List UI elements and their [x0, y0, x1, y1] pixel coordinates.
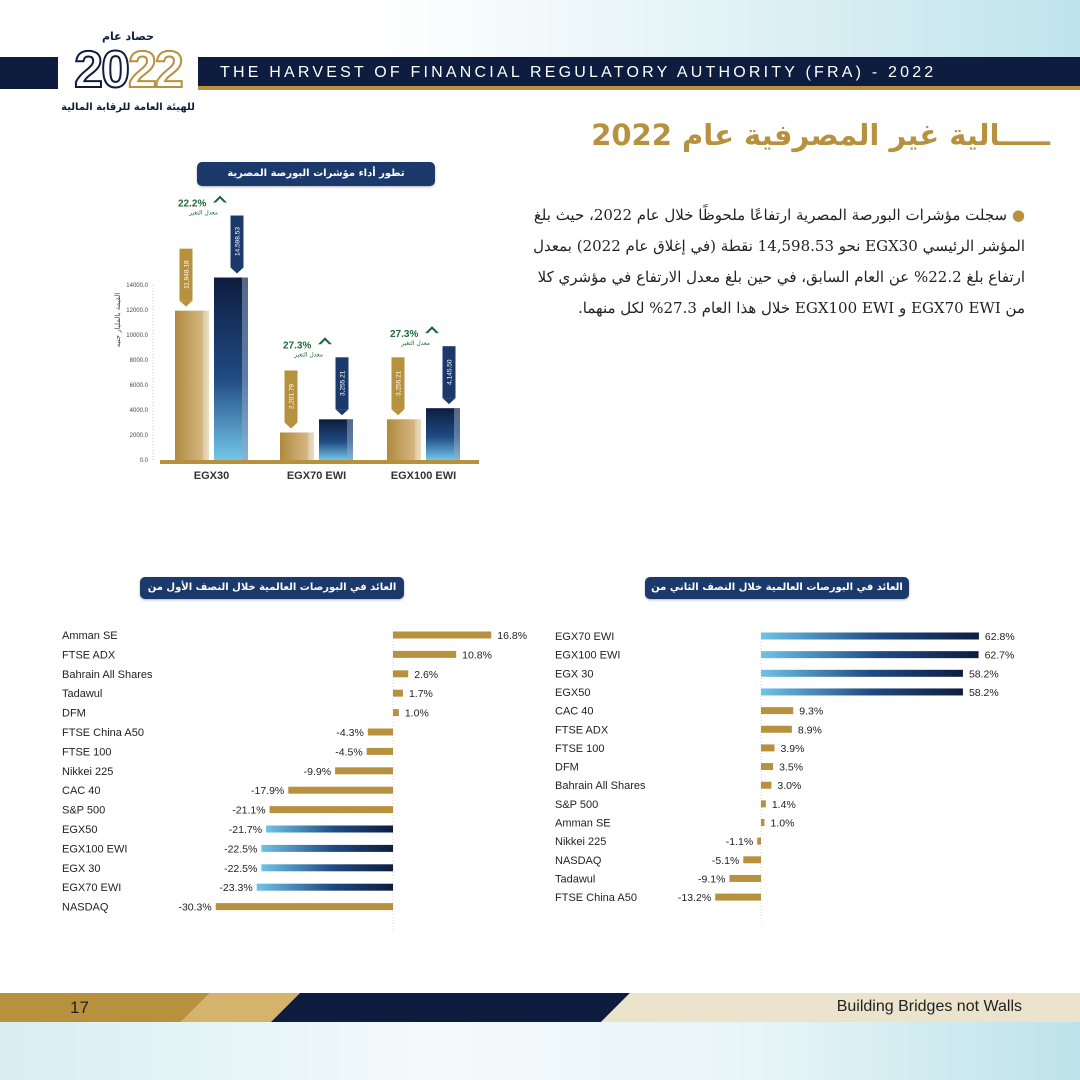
value-label: -5.1% [711, 854, 740, 867]
bottom-decoration [0, 1022, 1080, 1080]
bar-value-label: 3,255.21 [395, 370, 403, 396]
value-label: 2.6% [414, 668, 439, 681]
row-label: EGX100 EWI [62, 843, 128, 856]
value-tag-pointer [180, 301, 193, 307]
bar [761, 819, 764, 826]
value-label: 62.7% [984, 649, 1015, 662]
row-label: DFM [555, 761, 579, 774]
row-label: Tadawul [62, 688, 103, 701]
page-number: 17 [70, 998, 89, 1017]
bar-highlight [454, 408, 460, 460]
y-tick-label: 0.0 [139, 458, 148, 464]
value-label: -4.5% [335, 746, 363, 759]
row-label: CAC 40 [62, 785, 101, 798]
value-label: 3.5% [779, 761, 804, 774]
value-label: -9.1% [697, 873, 726, 886]
category-baseline [372, 460, 479, 464]
value-label: -21.7% [228, 824, 263, 836]
value-label: 3.0% [777, 780, 802, 793]
row-label: EGX 30 [62, 862, 101, 875]
bar-highlight [242, 278, 248, 460]
bar-value-label: 4,145.50 [446, 359, 454, 385]
bar [761, 633, 979, 640]
row-label: S&P 500 [62, 804, 106, 817]
up-arrow-icon [425, 326, 439, 333]
value-label: -30.3% [178, 901, 212, 914]
category-label: EGX30 [193, 470, 230, 482]
value-label: 1.7% [408, 688, 433, 701]
up-arrow-icon [318, 337, 332, 344]
category-baseline [265, 460, 372, 464]
change-percent: 27.3% [390, 329, 419, 341]
section-title: ـــــالية غير المصرفية عام 2022 [591, 118, 1050, 152]
value-tag-pointer [285, 422, 298, 428]
bar-highlight [415, 419, 421, 460]
row-label: S&P 500 [555, 798, 599, 811]
logo-top-text: حصاد عام [101, 30, 155, 43]
change-label: معدل التغير [401, 340, 430, 348]
row-label: FTSE ADX [62, 649, 116, 662]
chart3-title-pill: العائد في البورصات العالمية خلال النصف الثاني من عام 2022 [645, 577, 909, 599]
bar [761, 670, 963, 677]
row-label: FTSE China A50 [62, 727, 144, 739]
change-label: معدل التغير [294, 351, 323, 359]
value-label: -22.5% [224, 862, 258, 875]
value-label: -22.5% [224, 843, 258, 856]
row-label: Nikkei 225 [62, 765, 114, 778]
value-label: 1.0% [770, 817, 795, 830]
change-percent: 22.2% [178, 198, 207, 210]
row-label: EGX 30 [555, 668, 594, 681]
value-label: 62.8% [984, 631, 1015, 643]
chart1-title-pill: تطور أداء مؤشرات البورصة المصرية [197, 162, 435, 186]
logo-year-b: 22 [128, 41, 182, 99]
value-tag-pointer [336, 409, 349, 415]
value-label: -4.3% [336, 727, 364, 739]
bar [729, 875, 761, 882]
value-label: -23.3% [219, 882, 253, 895]
value-label: -1.1% [725, 836, 754, 849]
row-label: EGX100 EWI [555, 649, 621, 662]
bar-value-label: 11,948.18 [183, 260, 191, 289]
value-label: -21.1% [232, 804, 266, 817]
value-label: 58.2% [968, 668, 999, 681]
y-axis-label: القيمة بالمليار جنيه [114, 292, 122, 348]
row-label: Tadawul [555, 873, 596, 886]
y-tick-label: 10000.0 [126, 333, 148, 339]
bar [761, 782, 771, 789]
up-arrow-icon [213, 196, 227, 203]
row-label: FTSE 100 [555, 742, 605, 755]
header-title: THE HARVEST OF FINANCIAL REGULATORY AUTHORITY (FRA) - 2022 [220, 64, 937, 81]
value-label: 1.4% [771, 798, 796, 811]
bar [761, 800, 766, 807]
logo [58, 22, 198, 122]
change-label: معدل التغير [189, 209, 218, 217]
value-tag-pointer [231, 268, 244, 274]
bar-value-label: 2,201.79 [288, 383, 296, 410]
y-tick-label: 2000.0 [129, 433, 148, 439]
bar [757, 838, 761, 845]
bar [761, 744, 775, 751]
row-label: Amman SE [62, 630, 118, 642]
footer-slogan: Building Bridges not Walls [836, 998, 1022, 1015]
row-label: FTSE 100 [62, 746, 112, 759]
y-tick-label: 14000.0 [126, 283, 148, 289]
category-baseline [160, 460, 267, 464]
bar [761, 651, 979, 658]
category-label: EGX100 EWI [390, 470, 457, 482]
bar [761, 688, 963, 695]
bar [715, 894, 761, 901]
logo-bottom-text: للهيئة العامة للرقابة المالية [61, 102, 195, 113]
value-label: -17.9% [251, 785, 285, 798]
value-label: -13.2% [677, 892, 712, 905]
row-label: EGX50 [555, 686, 591, 699]
value-label: 8.9% [797, 724, 822, 737]
row-label: Nikkei 225 [555, 836, 607, 849]
logo-year [62, 40, 194, 100]
row-label: NASDAQ [555, 854, 602, 867]
row-label: EGX70 EWI [62, 882, 122, 895]
value-label: -9.9% [303, 765, 332, 778]
row-label: Bahrain All Shares [62, 668, 153, 681]
value-label: 9.3% [799, 705, 824, 718]
row-label: NASDAQ [62, 901, 109, 914]
chart2-title-pill: العائد في البورصات العالمية خلال النصف الأول من عام 2022 [140, 577, 404, 599]
y-tick-label: 4000.0 [129, 408, 148, 414]
summary-text: سجلت مؤشرات البورصة المصرية ارتفاعًا ملحوظًا خلال عام 2022، حيث بلغ المؤشر الرئيسي EGX30 نحو 14,598.53 نقطة (في إغلاق عام 2022) بمعدل ارتفاع بلغ 22.2% عن العام السابق، في حين بلغ معدل الارتفاع في مؤشري كلا من EGX70 EWI و EGX100 EWI خلال هذا العام 27.3% لكل منهما. [533, 206, 1025, 317]
value-label: 3.9% [780, 742, 805, 755]
value-label: 1.0% [404, 707, 429, 720]
row-label: DFM [62, 707, 86, 720]
bar-highlight [347, 419, 353, 460]
logo-year-a: 20 [74, 41, 128, 99]
y-tick-label: 12000.0 [126, 308, 148, 314]
bar [761, 763, 773, 770]
row-label: FTSE ADX [555, 724, 609, 737]
row-label: EGX70 EWI [555, 631, 615, 643]
bar [761, 707, 793, 714]
row-label: FTSE China A50 [555, 892, 637, 905]
value-tag-pointer [443, 398, 456, 404]
bar-value-label: 3,255.21 [339, 370, 347, 396]
y-tick-label: 6000.0 [129, 383, 148, 389]
bar-highlight [308, 432, 314, 460]
bullet-icon: ● [1011, 206, 1025, 224]
row-label: CAC 40 [555, 705, 594, 718]
row-label: Bahrain All Shares [555, 780, 646, 793]
bar [743, 856, 761, 863]
egx-indices-chart [100, 195, 500, 495]
y-tick-label: 8000.0 [129, 358, 148, 364]
bar [761, 726, 792, 733]
value-label: 10.8% [462, 649, 492, 662]
row-label: EGX50 [62, 824, 98, 836]
category-label: EGX70 EWI [286, 470, 347, 482]
summary-paragraph [525, 200, 1025, 324]
bar-value-label: 14,598.53 [234, 227, 242, 256]
value-label: 16.8% [497, 630, 528, 642]
change-percent: 27.3% [283, 340, 312, 352]
chart3-svg [0, 631, 1080, 926]
bar-highlight [203, 311, 209, 460]
row-label: Amman SE [555, 817, 611, 830]
value-tag-pointer [392, 409, 405, 415]
value-label: 58.2% [968, 686, 999, 699]
